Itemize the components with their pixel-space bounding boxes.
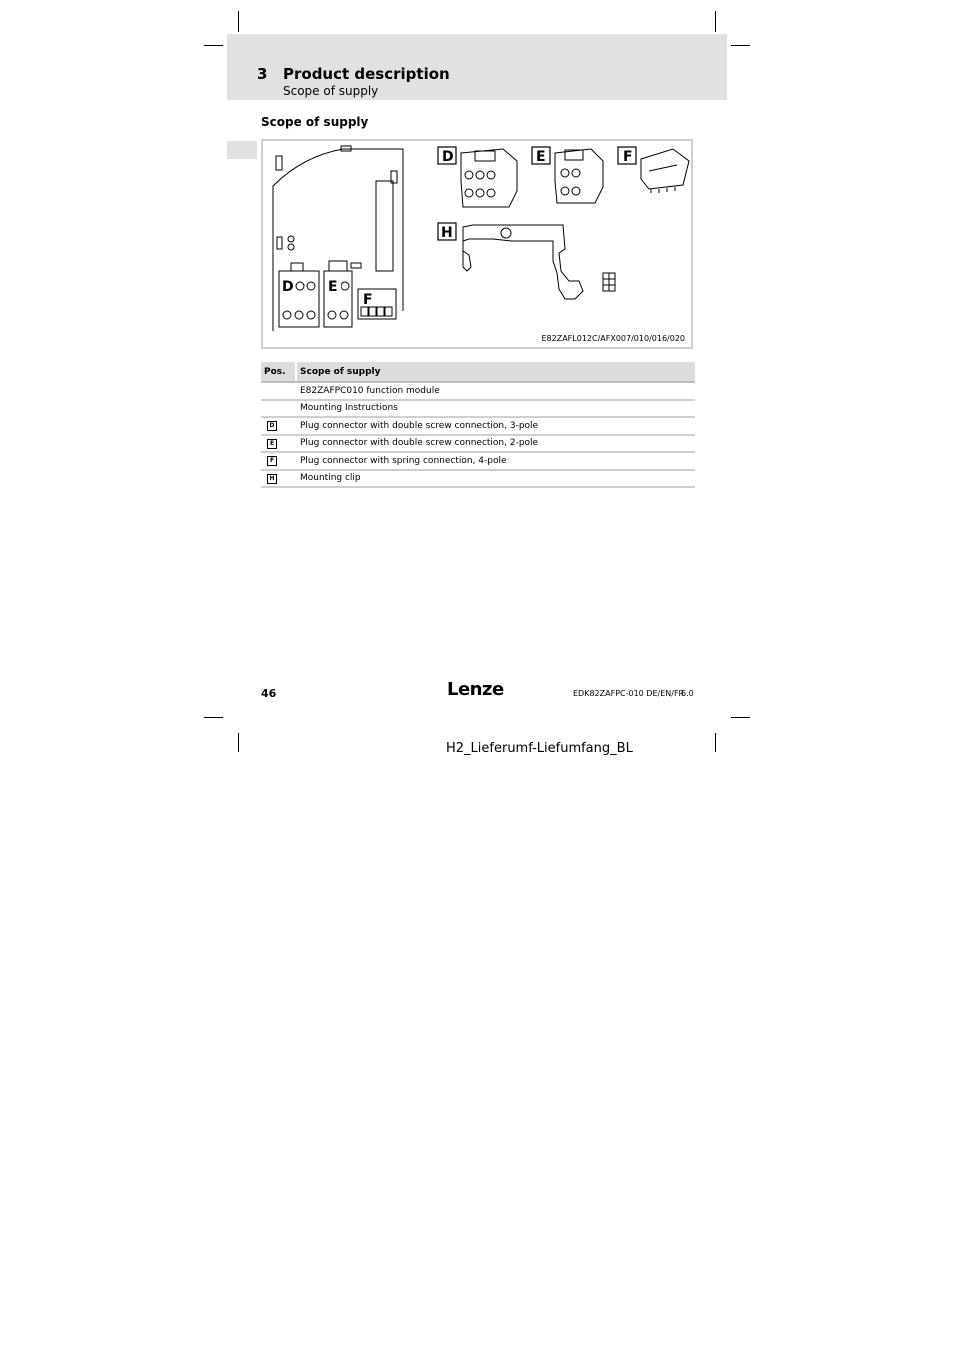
row-text: Plug connector with double screw connection, 3-pole — [296, 417, 695, 435]
label-d: D — [442, 149, 454, 165]
header-pos: Pos. — [261, 362, 296, 382]
crop-mark — [731, 717, 750, 718]
row-text: Mounting clip — [296, 470, 695, 488]
pos-chip: D — [267, 421, 277, 431]
row-pos — [261, 470, 296, 488]
label-f: F — [623, 149, 633, 165]
page-number: 46 — [261, 687, 277, 700]
crop-mark — [731, 45, 750, 46]
document-code: EDK82ZAFPC-010 DE/EN/FR — [573, 689, 685, 698]
table-row — [261, 452, 695, 470]
pos-chip: F — [267, 456, 277, 466]
row-text: Mounting Instructions — [296, 400, 695, 418]
crop-mark — [204, 45, 223, 46]
table-row — [261, 400, 695, 418]
row-pos — [261, 452, 296, 470]
chapter-title: Product description — [283, 65, 450, 83]
module-label-e: E — [328, 279, 338, 295]
row-text: E82ZAFPC010 function module — [296, 382, 695, 400]
crop-mark — [715, 11, 716, 32]
footer-note: H2_Lieferumf-Liefumfang_BL — [446, 741, 633, 756]
crop-mark — [715, 733, 716, 752]
table-row — [261, 435, 695, 453]
chapter-subtitle: Scope of supply — [283, 84, 379, 98]
section-heading: Scope of supply — [261, 115, 369, 129]
module-label-f: F — [363, 292, 373, 308]
row-text: Plug connector with double screw connection, 2-pole — [296, 435, 695, 453]
document-version: 6.0 — [681, 689, 694, 698]
figure-code: E82ZAFL012C/AFX007/010/016/020 — [541, 334, 685, 343]
table-header-row — [261, 362, 695, 382]
table-row — [261, 382, 695, 400]
crop-mark — [204, 717, 223, 718]
table-row — [261, 417, 695, 435]
module-label-d: D — [282, 279, 294, 295]
table-row — [261, 470, 695, 488]
side-tab — [227, 141, 257, 159]
scope-of-supply-figure — [261, 139, 693, 349]
pos-chip: H — [267, 474, 277, 484]
header-scope: Scope of supply — [296, 362, 695, 382]
row-pos — [261, 417, 296, 435]
row-text: Plug connector with spring connection, 4-pole — [296, 452, 695, 470]
lenze-logo: Lenze — [447, 679, 504, 700]
scope-of-supply-table — [261, 362, 695, 488]
label-h: H — [441, 225, 453, 241]
row-pos — [261, 382, 296, 400]
product-illustration — [263, 141, 691, 347]
crop-mark — [238, 11, 239, 32]
chapter-number: 3 — [257, 65, 268, 83]
crop-mark — [238, 733, 239, 752]
row-pos — [261, 435, 296, 453]
label-e: E — [536, 149, 546, 165]
row-pos — [261, 400, 296, 418]
pos-chip: E — [267, 439, 277, 449]
